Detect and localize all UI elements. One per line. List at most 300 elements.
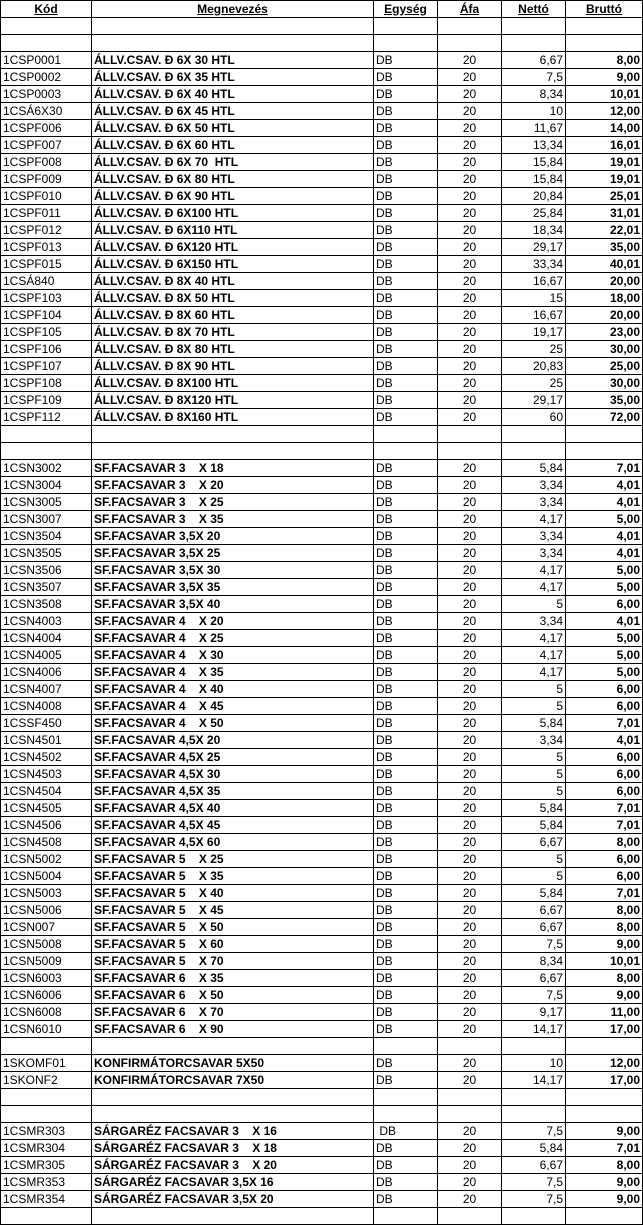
cell-unit: DB <box>374 239 438 256</box>
cell-name: ÁLLV.CSAV. Ð 8X120 HTL <box>92 392 374 409</box>
cell-name: ÁLLV.CSAV. Ð 6X120 HTL <box>92 239 374 256</box>
cell-name <box>92 35 374 52</box>
cell-unit: DB <box>374 545 438 562</box>
cell-netto: 4,17 <box>502 647 566 664</box>
cell-unit: DB <box>374 171 438 188</box>
cell-brutto <box>566 1089 643 1106</box>
cell-afa <box>438 1208 502 1225</box>
cell-brutto: 25,00 <box>566 358 643 375</box>
cell-unit: DB <box>374 511 438 528</box>
cell-name <box>92 1038 374 1055</box>
cell-afa: 20 <box>438 800 502 817</box>
cell-name: SF.FACSAVAR 3 X 25 <box>92 494 374 511</box>
cell-unit: DB <box>374 494 438 511</box>
cell-netto: 7,5 <box>502 1174 566 1191</box>
cell-afa: 20 <box>438 511 502 528</box>
cell-brutto: 7,01 <box>566 1140 643 1157</box>
cell-code: 1CSÁ6X30 <box>1 103 92 120</box>
cell-afa: 20 <box>438 52 502 69</box>
header-netto: Nettó <box>502 1 566 18</box>
cell-afa: 20 <box>438 154 502 171</box>
cell-afa: 20 <box>438 1191 502 1208</box>
cell-unit: DB <box>374 1174 438 1191</box>
cell-name: SF.FACSAVAR 3 X 18 <box>92 460 374 477</box>
cell-code: 1CSPF009 <box>1 171 92 188</box>
table-row <box>1 630 643 647</box>
cell-afa: 20 <box>438 460 502 477</box>
cell-brutto: 12,00 <box>566 103 643 120</box>
cell-afa: 20 <box>438 239 502 256</box>
table-row <box>1 596 643 613</box>
table-row <box>1 800 643 817</box>
cell-name: SF.FACSAVAR 6 X 50 <box>92 987 374 1004</box>
table-row <box>1 528 643 545</box>
cell-afa: 20 <box>438 851 502 868</box>
cell-name: SÁRGARÉZ FACSAVAR 3,5X 20 <box>92 1191 374 1208</box>
cell-unit: DB <box>374 766 438 783</box>
cell-afa: 20 <box>438 1021 502 1038</box>
cell-unit: DB <box>374 256 438 273</box>
cell-code <box>1 426 92 443</box>
cell-code: 1CSN4508 <box>1 834 92 851</box>
cell-code: 1SKONF2 <box>1 1072 92 1089</box>
table-row <box>1 868 643 885</box>
cell-name: SF.FACSAVAR 4 X 25 <box>92 630 374 647</box>
cell-unit: DB <box>374 732 438 749</box>
cell-brutto: 17,00 <box>566 1021 643 1038</box>
table-row <box>1 154 643 171</box>
header-afa: Áfa <box>438 1 502 18</box>
cell-unit: DB <box>374 800 438 817</box>
table-row <box>1 120 643 137</box>
cell-name: SF.FACSAVAR 3,5X 25 <box>92 545 374 562</box>
table-row <box>1 834 643 851</box>
cell-netto: 10 <box>502 1055 566 1072</box>
cell-afa: 20 <box>438 817 502 834</box>
cell-unit: DB <box>374 69 438 86</box>
cell-afa: 20 <box>438 596 502 613</box>
table-row <box>1 494 643 511</box>
cell-code <box>1 1038 92 1055</box>
cell-code: 1CSN4008 <box>1 698 92 715</box>
cell-brutto: 6,00 <box>566 783 643 800</box>
table-row <box>1 970 643 987</box>
cell-code: 1CSN4005 <box>1 647 92 664</box>
cell-name: SF.FACSAVAR 4,5X 60 <box>92 834 374 851</box>
table-row <box>1 273 643 290</box>
cell-name: SF.FACSAVAR 4,5X 45 <box>92 817 374 834</box>
cell-afa <box>438 35 502 52</box>
cell-name: SF.FACSAVAR 5 X 40 <box>92 885 374 902</box>
cell-afa: 20 <box>438 1055 502 1072</box>
cell-brutto: 7,01 <box>566 460 643 477</box>
cell-netto: 6,67 <box>502 834 566 851</box>
cell-netto: 5,84 <box>502 460 566 477</box>
cell-brutto: 31,01 <box>566 205 643 222</box>
table-row <box>1 307 643 324</box>
cell-brutto: 4,01 <box>566 477 643 494</box>
cell-afa: 20 <box>438 732 502 749</box>
cell-netto: 7,5 <box>502 936 566 953</box>
cell-brutto: 19,01 <box>566 171 643 188</box>
cell-netto: 13,34 <box>502 137 566 154</box>
cell-unit: DB <box>374 103 438 120</box>
cell-unit: DB <box>374 1123 438 1140</box>
cell-afa: 20 <box>438 1123 502 1140</box>
cell-unit <box>374 443 438 460</box>
cell-code: 1CSN3508 <box>1 596 92 613</box>
cell-netto: 5 <box>502 596 566 613</box>
cell-name: ÁLLV.CSAV. Ð 6X 50 HTL <box>92 120 374 137</box>
cell-unit: DB <box>374 868 438 885</box>
cell-unit: DB <box>374 953 438 970</box>
cell-brutto: 8,00 <box>566 834 643 851</box>
cell-code: 1CSSF450 <box>1 715 92 732</box>
table-row <box>1 936 643 953</box>
cell-afa: 20 <box>438 256 502 273</box>
table-row <box>1 562 643 579</box>
table-body <box>1 18 643 1225</box>
cell-unit: DB <box>374 154 438 171</box>
cell-netto: 15,84 <box>502 171 566 188</box>
cell-code: 1CSN3005 <box>1 494 92 511</box>
cell-afa: 20 <box>438 392 502 409</box>
cell-netto: 8,34 <box>502 86 566 103</box>
cell-brutto: 4,01 <box>566 732 643 749</box>
cell-unit: DB <box>374 749 438 766</box>
cell-unit: DB <box>374 902 438 919</box>
cell-code: 1CSMR304 <box>1 1140 92 1157</box>
table-row <box>1 426 643 443</box>
cell-netto: 18,34 <box>502 222 566 239</box>
table-row <box>1 1089 643 1106</box>
cell-netto <box>502 426 566 443</box>
cell-brutto <box>566 426 643 443</box>
cell-afa: 20 <box>438 1072 502 1089</box>
cell-name <box>92 1208 374 1225</box>
cell-name: SF.FACSAVAR 5 X 45 <box>92 902 374 919</box>
cell-code: 1CSPF006 <box>1 120 92 137</box>
cell-afa <box>438 1089 502 1106</box>
table-row <box>1 69 643 86</box>
cell-code: 1CSN4501 <box>1 732 92 749</box>
table-row <box>1 290 643 307</box>
cell-brutto: 6,00 <box>566 851 643 868</box>
cell-netto: 11,67 <box>502 120 566 137</box>
cell-code: 1CSN4506 <box>1 817 92 834</box>
cell-netto: 6,67 <box>502 1157 566 1174</box>
cell-code: 1CSP0002 <box>1 69 92 86</box>
cell-unit: DB <box>374 477 438 494</box>
cell-afa <box>438 1106 502 1123</box>
cell-code <box>1 1106 92 1123</box>
cell-code: 1CSN3004 <box>1 477 92 494</box>
cell-afa <box>438 1038 502 1055</box>
cell-code: 1CSN5002 <box>1 851 92 868</box>
cell-code: 1CSMR305 <box>1 1157 92 1174</box>
cell-brutto: 5,00 <box>566 647 643 664</box>
cell-netto: 9,17 <box>502 1004 566 1021</box>
cell-name: SF.FACSAVAR 6 X 35 <box>92 970 374 987</box>
cell-name: ÁLLV.CSAV. Ð 6X 30 HTL <box>92 52 374 69</box>
cell-netto: 4,17 <box>502 562 566 579</box>
cell-brutto: 16,01 <box>566 137 643 154</box>
table-row <box>1 460 643 477</box>
cell-brutto: 5,00 <box>566 579 643 596</box>
cell-name: SF.FACSAVAR 5 X 70 <box>92 953 374 970</box>
table-row <box>1 375 643 392</box>
cell-afa: 20 <box>438 664 502 681</box>
cell-brutto <box>566 1208 643 1225</box>
cell-brutto <box>566 443 643 460</box>
cell-unit: DB <box>374 647 438 664</box>
cell-unit: DB <box>374 86 438 103</box>
cell-brutto: 35,00 <box>566 239 643 256</box>
cell-brutto: 9,00 <box>566 936 643 953</box>
table-row <box>1 1055 643 1072</box>
cell-name <box>92 18 374 35</box>
cell-brutto: 17,00 <box>566 1072 643 1089</box>
cell-afa: 20 <box>438 970 502 987</box>
cell-netto: 7,5 <box>502 69 566 86</box>
table-row <box>1 477 643 494</box>
table-row <box>1 732 643 749</box>
cell-name: SF.FACSAVAR 4 X 40 <box>92 681 374 698</box>
cell-unit: DB <box>374 205 438 222</box>
cell-name: SF.FACSAVAR 5 X 25 <box>92 851 374 868</box>
table-row <box>1 664 643 681</box>
table-row <box>1 1208 643 1225</box>
cell-afa: 20 <box>438 205 502 222</box>
cell-name: ÁLLV.CSAV. Ð 6X 70 HTL <box>92 154 374 171</box>
cell-unit: DB <box>374 273 438 290</box>
cell-brutto: 72,00 <box>566 409 643 426</box>
cell-unit <box>374 1106 438 1123</box>
cell-afa: 20 <box>438 1157 502 1174</box>
cell-name: ÁLLV.CSAV. Ð 6X 60 HTL <box>92 137 374 154</box>
cell-netto: 6,67 <box>502 919 566 936</box>
cell-netto: 3,34 <box>502 732 566 749</box>
table-row <box>1 222 643 239</box>
cell-brutto <box>566 35 643 52</box>
cell-code <box>1 1089 92 1106</box>
cell-afa: 20 <box>438 341 502 358</box>
cell-name: ÁLLV.CSAV. Ð 6X100 HTL <box>92 205 374 222</box>
cell-code: 1CSPF013 <box>1 239 92 256</box>
cell-netto: 14,17 <box>502 1072 566 1089</box>
cell-unit: DB <box>374 52 438 69</box>
cell-brutto <box>566 1106 643 1123</box>
cell-unit: DB <box>374 681 438 698</box>
cell-code: 1CSN4006 <box>1 664 92 681</box>
cell-name: ÁLLV.CSAV. Ð 8X 40 HTL <box>92 273 374 290</box>
cell-code <box>1 1208 92 1225</box>
cell-name <box>92 1106 374 1123</box>
cell-netto: 6,67 <box>502 970 566 987</box>
cell-netto: 4,17 <box>502 630 566 647</box>
table-row <box>1 953 643 970</box>
cell-netto: 19,17 <box>502 324 566 341</box>
cell-unit: DB <box>374 715 438 732</box>
cell-brutto: 14,00 <box>566 120 643 137</box>
cell-unit: DB <box>374 834 438 851</box>
cell-afa: 20 <box>438 868 502 885</box>
cell-netto: 3,34 <box>502 528 566 545</box>
table-row <box>1 392 643 409</box>
cell-afa: 20 <box>438 273 502 290</box>
cell-netto: 8,34 <box>502 953 566 970</box>
cell-unit: DB <box>374 630 438 647</box>
cell-unit: DB <box>374 222 438 239</box>
cell-code: 1CSPF104 <box>1 307 92 324</box>
cell-brutto: 4,01 <box>566 528 643 545</box>
cell-brutto: 9,00 <box>566 69 643 86</box>
table-row <box>1 341 643 358</box>
cell-name: ÁLLV.CSAV. Ð 8X 50 HTL <box>92 290 374 307</box>
cell-netto: 29,17 <box>502 239 566 256</box>
table-row <box>1 851 643 868</box>
table-row <box>1 681 643 698</box>
cell-afa: 20 <box>438 477 502 494</box>
table-row <box>1 86 643 103</box>
cell-name: SF.FACSAVAR 3 X 35 <box>92 511 374 528</box>
cell-afa: 20 <box>438 103 502 120</box>
cell-afa: 20 <box>438 562 502 579</box>
cell-name: SÁRGARÉZ FACSAVAR 3,5X 16 <box>92 1174 374 1191</box>
cell-unit: DB <box>374 1055 438 1072</box>
cell-name: SF.FACSAVAR 5 X 50 <box>92 919 374 936</box>
cell-code: 1SKOMF01 <box>1 1055 92 1072</box>
cell-netto <box>502 1089 566 1106</box>
table-row <box>1 1123 643 1140</box>
cell-code: 1CSPF109 <box>1 392 92 409</box>
cell-netto <box>502 1106 566 1123</box>
cell-unit: DB <box>374 341 438 358</box>
cell-brutto: 6,00 <box>566 596 643 613</box>
table-row <box>1 1140 643 1157</box>
cell-brutto: 4,01 <box>566 613 643 630</box>
cell-brutto: 5,00 <box>566 562 643 579</box>
cell-netto: 4,17 <box>502 664 566 681</box>
cell-code: 1CSMR303 <box>1 1123 92 1140</box>
cell-netto: 60 <box>502 409 566 426</box>
cell-name: ÁLLV.CSAV. Ð 6X 40 HTL <box>92 86 374 103</box>
cell-afa: 20 <box>438 902 502 919</box>
cell-name: SÁRGARÉZ FACSAVAR 3 X 20 <box>92 1157 374 1174</box>
cell-name: ÁLLV.CSAV. Ð 6X 45 HTL <box>92 103 374 120</box>
cell-code: 1CSN6006 <box>1 987 92 1004</box>
cell-code: 1CSN5004 <box>1 868 92 885</box>
cell-code: 1CSN3506 <box>1 562 92 579</box>
cell-code: 1CSN4505 <box>1 800 92 817</box>
table-row <box>1 1174 643 1191</box>
table-row <box>1 188 643 205</box>
cell-netto: 3,34 <box>502 477 566 494</box>
cell-netto: 5,84 <box>502 715 566 732</box>
cell-netto: 16,67 <box>502 307 566 324</box>
cell-afa: 20 <box>438 222 502 239</box>
table-row <box>1 1191 643 1208</box>
cell-unit: DB <box>374 307 438 324</box>
cell-name: SF.FACSAVAR 5 X 60 <box>92 936 374 953</box>
cell-name: SF.FACSAVAR 4,5X 40 <box>92 800 374 817</box>
cell-brutto: 7,01 <box>566 885 643 902</box>
cell-unit: DB <box>374 987 438 1004</box>
table-row <box>1 1157 643 1174</box>
cell-brutto: 6,00 <box>566 681 643 698</box>
table-row <box>1 171 643 188</box>
table-row <box>1 443 643 460</box>
cell-netto <box>502 1038 566 1055</box>
cell-unit: DB <box>374 613 438 630</box>
cell-unit <box>374 426 438 443</box>
cell-name: ÁLLV.CSAV. Ð 6X110 HTL <box>92 222 374 239</box>
cell-netto: 7,5 <box>502 1191 566 1208</box>
cell-afa <box>438 426 502 443</box>
cell-unit: DB <box>374 1021 438 1038</box>
table-row <box>1 1072 643 1089</box>
cell-brutto <box>566 18 643 35</box>
cell-brutto: 4,01 <box>566 545 643 562</box>
cell-netto: 20,83 <box>502 358 566 375</box>
cell-name: SF.FACSAVAR 4,5X 30 <box>92 766 374 783</box>
cell-unit: DB <box>374 936 438 953</box>
table-row <box>1 715 643 732</box>
header-row <box>1 1 643 18</box>
cell-name: SÁRGARÉZ FACSAVAR 3 X 16 <box>92 1123 374 1140</box>
cell-afa: 20 <box>438 681 502 698</box>
cell-afa: 20 <box>438 783 502 800</box>
cell-unit: DB <box>374 817 438 834</box>
table-row <box>1 698 643 715</box>
cell-name: ÁLLV.CSAV. Ð 6X 90 HTL <box>92 188 374 205</box>
cell-brutto: 8,00 <box>566 970 643 987</box>
cell-name: SF.FACSAVAR 4 X 45 <box>92 698 374 715</box>
table-row <box>1 1106 643 1123</box>
cell-unit: DB <box>374 919 438 936</box>
cell-brutto: 5,00 <box>566 511 643 528</box>
cell-netto: 5 <box>502 868 566 885</box>
cell-unit: DB <box>374 1072 438 1089</box>
cell-unit: DB <box>374 596 438 613</box>
table-row <box>1 358 643 375</box>
cell-afa <box>438 443 502 460</box>
cell-afa: 20 <box>438 494 502 511</box>
cell-name: SF.FACSAVAR 3,5X 20 <box>92 528 374 545</box>
cell-name: ÁLLV.CSAV. Ð 8X 80 HTL <box>92 341 374 358</box>
cell-netto: 5 <box>502 681 566 698</box>
cell-code: 1CSN007 <box>1 919 92 936</box>
cell-unit: DB <box>374 579 438 596</box>
cell-code: 1CSN3007 <box>1 511 92 528</box>
cell-afa: 20 <box>438 766 502 783</box>
cell-code: 1CSPF112 <box>1 409 92 426</box>
cell-netto: 20,84 <box>502 188 566 205</box>
cell-unit <box>374 18 438 35</box>
cell-brutto: 8,00 <box>566 919 643 936</box>
cell-name: SF.FACSAVAR 6 X 90 <box>92 1021 374 1038</box>
cell-name: ÁLLV.CSAV. Ð 8X100 HTL <box>92 375 374 392</box>
cell-afa: 20 <box>438 375 502 392</box>
cell-netto: 15 <box>502 290 566 307</box>
cell-name: SÁRGARÉZ FACSAVAR 3 X 18 <box>92 1140 374 1157</box>
cell-name: SF.FACSAVAR 4,5X 20 <box>92 732 374 749</box>
cell-afa: 20 <box>438 171 502 188</box>
cell-code: 1CSN3504 <box>1 528 92 545</box>
cell-afa: 20 <box>438 1140 502 1157</box>
cell-unit: DB <box>374 137 438 154</box>
cell-name: SF.FACSAVAR 5 X 35 <box>92 868 374 885</box>
